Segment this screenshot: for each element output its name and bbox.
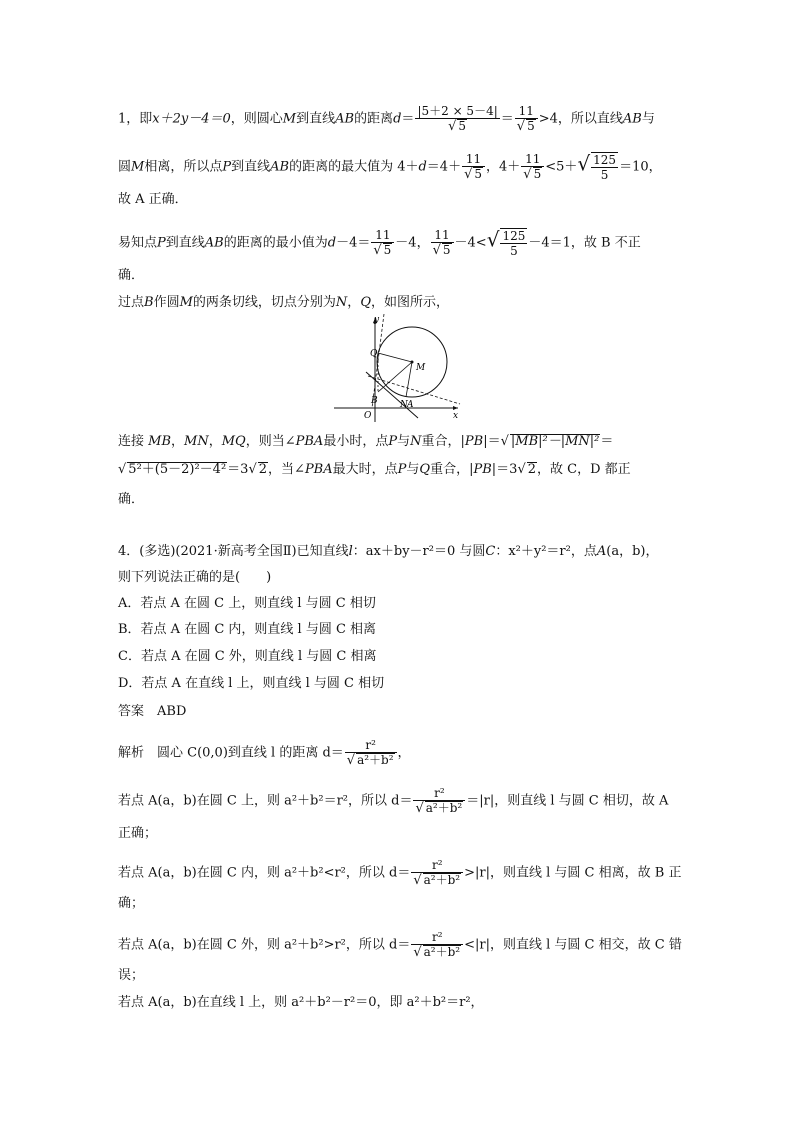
label-Q: Q [370,349,378,359]
geometry-figure [332,314,464,424]
text: 作圆 [153,295,180,310]
denominator [411,945,463,960]
text: 与 [406,462,420,477]
text: ：x²＋y²＝r²，点 [495,544,597,559]
text: ，则当∠ [245,434,296,449]
var-P: P [157,235,166,251]
denominator [431,243,454,258]
x-arrow [453,406,458,410]
var-PB: PB [473,462,492,477]
text: 解析 圆心 C(0,0)到直线 l 的距离 d＝ [118,745,344,761]
var-PBA: PBA [295,434,324,449]
radicand: a²＋b² [357,753,394,767]
denominator [415,119,499,134]
text: 若点 A(a，b)在圆 C 外，则 a²＋b²>r²，所以 d＝ [118,937,411,953]
text: 与 [397,434,411,449]
var-Q: Q [419,462,431,477]
denominator [371,243,394,258]
label-M: M [416,363,426,373]
solution-line-8 [118,462,631,478]
analysis-line-2 [118,786,668,816]
fraction [415,104,499,134]
var-Q: Q [360,295,371,310]
text: 圆 [118,159,132,175]
text: ，故 C，D 都正 [537,462,631,477]
label-B: B [371,396,378,406]
var-PB: PB [464,434,484,449]
solution-line-6 [118,295,449,311]
fraction [345,738,397,768]
radicand: |MB|²－|MN|² [510,434,600,449]
text: <5＋ [545,159,578,175]
fraction [521,152,544,182]
text: 的距离的最大值为 4＋ [289,159,419,175]
text: ：ax＋by－r²＝0 与圆 [352,544,486,559]
numerator: 11 [462,152,485,167]
text: 若点 A(a，b)在圆 C 上，则 a²＋b²＝r²，所以 d＝ [118,793,413,809]
question-4-stem-line-2: 则下列说法正确的是( ) [118,570,272,585]
text: 4．(多选)(2021·新高考全国Ⅱ)已知直线 [118,544,349,559]
numerator: 125 [502,229,526,243]
segment-MN [406,362,412,397]
var-M: M [131,159,145,175]
denominator [345,753,397,768]
fraction [515,104,538,134]
text: －4， [395,235,430,251]
sqrt-sign: √ [373,243,382,258]
var-B: B [144,295,154,310]
numerator: |5＋2 × 5－4| [417,104,498,118]
radicand: 5 [474,167,483,181]
sqrt-sign: √ [523,167,532,182]
option-b: B．若点 A 在圆 C 内，则直线 l 与圆 C 相离 [118,622,377,637]
radicand: a²＋b² [423,945,461,959]
radicand: 5 [527,119,535,133]
text: ，当∠ [268,462,305,477]
segment-MQ [378,353,412,362]
text: ， [397,745,411,761]
label-x: x [453,411,459,421]
numerator: r² [413,786,465,801]
option-d: D．若点 A 在直线 l 上，则直线 l 与圆 C 相切 [118,676,385,691]
text: ＝ [401,111,415,127]
var-N: N [410,434,422,449]
text: 的距离 [354,111,394,127]
fraction [411,930,463,960]
text: 与 [641,111,655,127]
numerator: r² [411,930,463,945]
analysis-line-1 [118,738,411,768]
answer: 答案 ABD [118,704,187,719]
solution-line-7 [118,434,613,450]
option-a: A．若点 A 在圆 C 上，则直线 l 与圆 C 相切 [118,596,376,611]
text: ，则圆心 [230,111,283,127]
text: ，4＋ [486,159,521,175]
option-c: C．若点 A 在圆 C 外，则直线 l 与圆 C 相离 [118,649,377,664]
text: 到直线 [231,159,271,175]
sqrt-sign: √ [464,167,473,182]
numerator: 11 [371,228,394,243]
center-point [411,361,414,364]
var-P: P [222,159,232,175]
fraction [411,858,463,888]
sqrt-sign: √ [486,227,500,252]
text: 最大时，点 [332,462,398,477]
label-A: A [407,400,414,410]
analysis-line-8: 若点 A(a，b)在直线 l 上，则 a²＋b²－r²＝0，即 a²＋b²＝r²， [118,995,484,1010]
radicand: a²＋b² [425,801,463,815]
text: ＝ [500,111,514,127]
sqrt-sign: √ [248,462,257,477]
text: ＝4＋ [426,159,462,175]
text: 相离，所以点 [144,159,223,175]
analysis-line-5: 确； [118,896,145,911]
numerator: r² [411,858,463,873]
numerator: 125 [593,153,617,167]
sqrt-sign: √ [577,151,591,176]
text: (a，b)， [606,544,659,559]
text: 的距离的最小值为 [223,235,328,251]
radicand: 2 [527,462,537,477]
solution-line-5: 确． [118,268,145,283]
text: ， [347,295,361,310]
solution-line-1 [118,104,655,134]
denominator [515,119,538,134]
radicand: 5 [383,243,392,257]
text: 的两条切线，切点分别为 [192,295,336,310]
analysis-line-6 [118,930,682,960]
fraction [413,786,465,816]
text: ，如图所示， [370,295,449,310]
text: ＝10， [619,159,662,175]
fraction-under-sqrt [591,152,618,182]
text: ＝|r|，则直线 l 与圆 C 相切，故 A [466,793,669,809]
text: 到直线 [296,111,336,127]
denominator [462,167,485,182]
denominator [413,801,465,816]
radicand: 5 [442,243,451,257]
text: 易知点 [118,235,158,251]
sqrt-sign: √ [500,434,509,449]
sqrt-sign: √ [118,462,127,477]
text: 重合，| [430,462,474,477]
sqrt-sign: √ [346,753,356,768]
denominator: 5 [600,168,609,182]
question-4-stem-line-1 [118,544,658,560]
solution-line-4 [118,228,641,258]
text: －4＝1，故 B 不正 [528,235,641,251]
analysis-line-7: 误； [118,968,145,983]
sqrt-sign: √ [516,119,526,134]
text: －4＝ [336,235,371,251]
text: 若点 A(a，b)在圆 C 内，则 a²＋b²<r²，所以 d＝ [118,865,411,881]
var-MB: MB [148,434,172,449]
numerator: 11 [521,152,544,167]
label-O: O [364,411,372,421]
var-C: C [485,544,496,559]
var-P: P [388,434,398,449]
radicand: 5²＋(5－2)²－4² [128,462,227,477]
sqrt-sign: √ [517,462,526,477]
text: ， [171,434,185,449]
var-PBA: PBA [304,462,333,477]
fraction-under-sqrt [500,228,527,258]
text: 重合，| [421,434,465,449]
var-AB: AB [204,235,224,251]
var-l: l [348,544,353,559]
solution-line-3: 故 A 正确． [118,192,188,207]
equation: x＋2y－4＝0 [152,111,231,127]
text: ＝ [600,434,614,449]
text: 连接 [118,434,145,449]
fraction [431,228,454,258]
radicand: 5 [458,119,467,133]
sqrt-sign: √ [415,801,424,816]
numerator: r² [345,738,397,753]
text: 过点 [118,295,145,310]
numerator: 11 [431,228,454,243]
denominator [411,873,463,888]
text: 到直线 [165,235,205,251]
text: 最小时，点 [323,434,389,449]
text: <|r|，则直线 l 与圆 C 相交，故 C 错 [464,937,682,953]
var-MN: MN [184,434,209,449]
var-d: d [418,159,427,175]
text: >|r|，则直线 l 与圆 C 相离，故 B 正 [464,865,682,881]
var-M: M [179,295,193,310]
var-P: P [397,462,407,477]
radicand: a²＋b² [423,873,461,887]
var-MQ: MQ [221,434,246,449]
text: >4，所以直线 [538,111,623,127]
text: |＝3 [491,462,518,477]
denominator [521,167,544,182]
var-d: d [393,111,402,127]
analysis-line-3: 正确； [118,826,158,841]
var-AB: AB [270,159,290,175]
text: －4< [454,235,487,251]
text: ， [208,434,222,449]
fraction [371,228,394,258]
text: |＝ [483,434,501,449]
label-y: y [374,315,380,325]
var-AB: AB [335,111,355,127]
var-d: d [327,235,337,251]
sqrt-sign: √ [413,873,422,888]
text: ＝3 [227,462,249,477]
radicand: 5 [533,167,542,181]
fraction [462,152,485,182]
sqrt-sign: √ [448,119,457,134]
label-N: N [400,400,408,410]
var-AB: AB [622,111,642,127]
var-N: N [335,295,348,310]
numerator: 11 [515,104,538,119]
radicand: 2 [258,462,268,477]
text: 1，即 [118,111,153,127]
solution-line-2 [118,152,662,182]
solution-line-9: 确． [118,492,145,507]
sqrt-sign: √ [432,243,441,258]
denominator: 5 [510,244,518,258]
var-M: M [282,111,297,127]
sqrt-sign: √ [413,945,422,960]
var-A: A [596,544,607,559]
analysis-line-4 [118,858,681,888]
